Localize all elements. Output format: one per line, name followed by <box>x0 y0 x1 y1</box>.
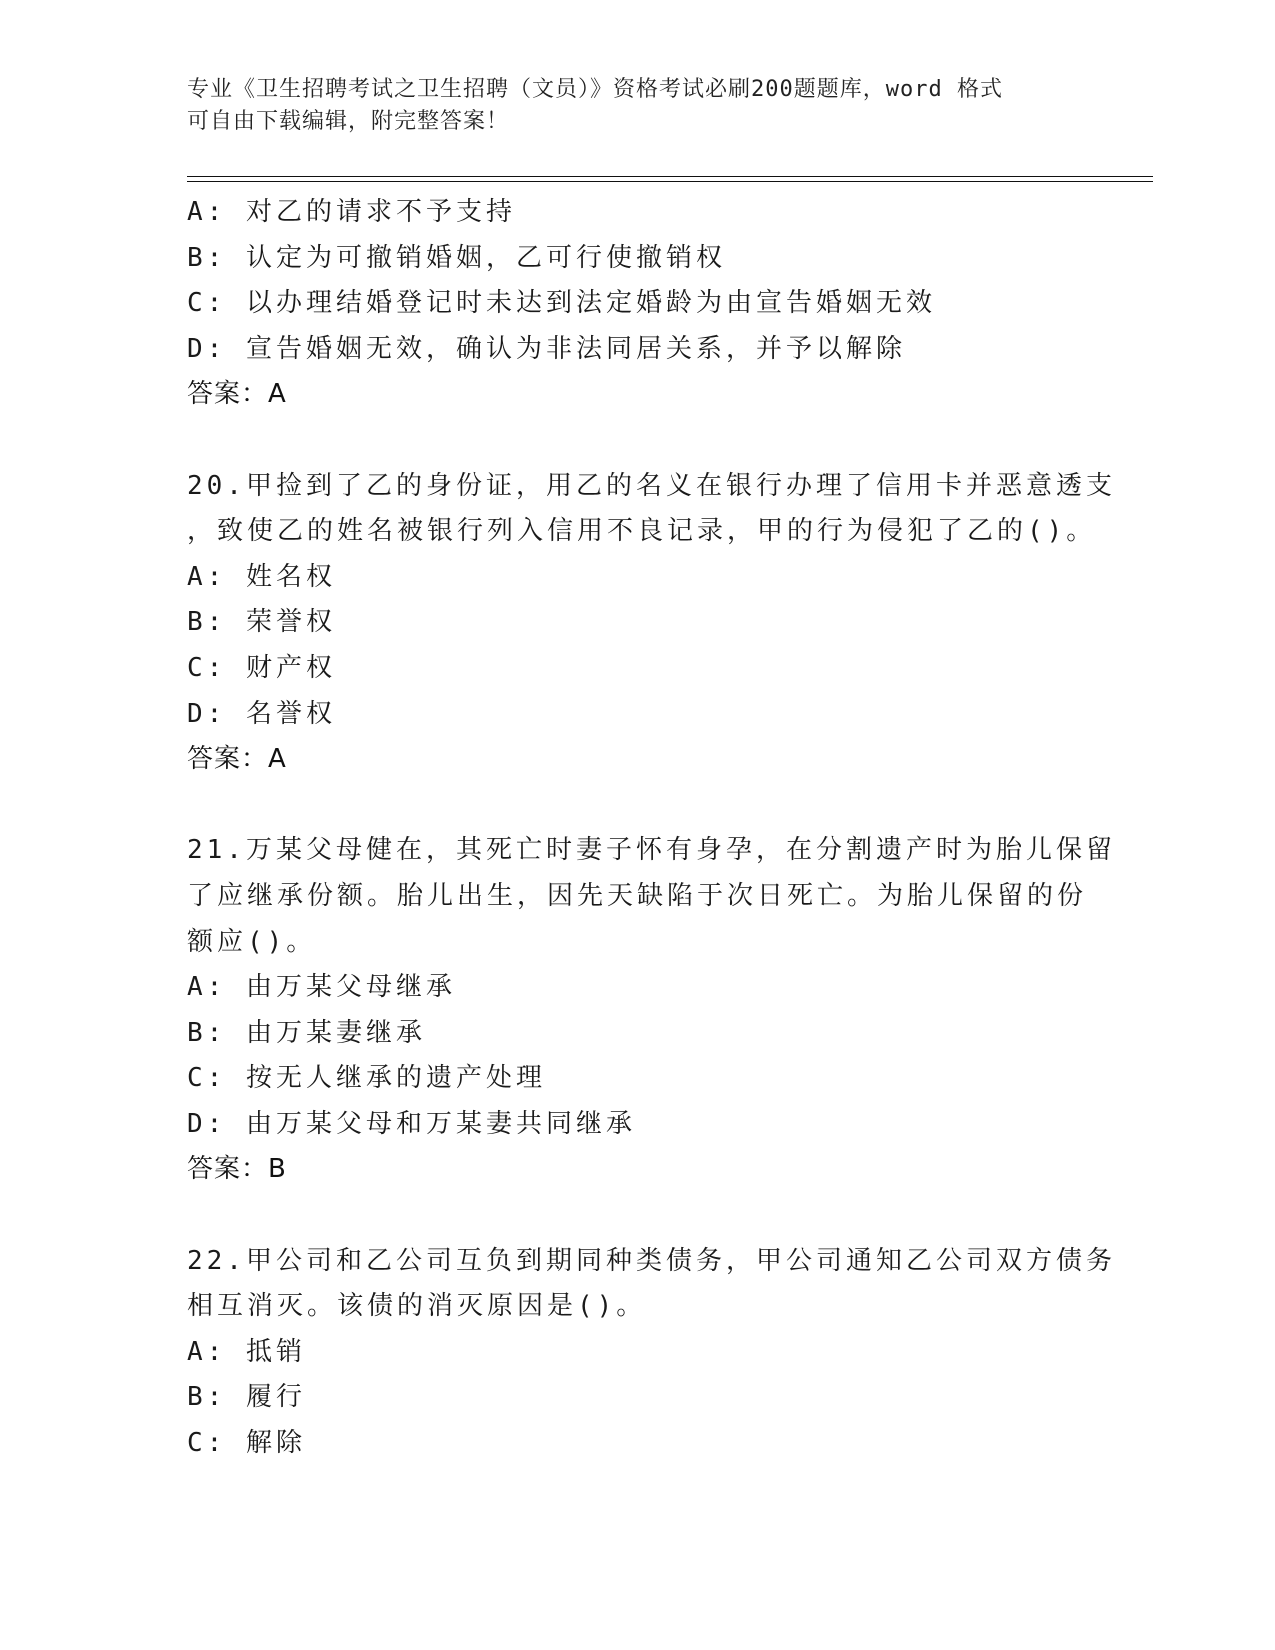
option-a: A: 姓名权 <box>187 561 336 592</box>
answer-line: 答案：A <box>187 744 287 775</box>
option-c: C: 以办理结婚登记时未达到法定婚龄为由宣告婚姻无效 <box>187 288 936 319</box>
header-line-1: 专业《卫生招聘考试之卫生招聘（文员）》资格考试必刷200题题库，word 格式 <box>187 77 1003 102</box>
document-header <box>187 74 1087 138</box>
question-stem-line: 20.甲捡到了乙的身份证，用乙的名义在银行办理了信用卡并恶意透支 <box>187 470 1116 501</box>
spacer <box>187 1193 1087 1239</box>
spacer <box>187 783 1087 829</box>
option-a: A: 抵销 <box>187 1336 306 1367</box>
answer-line: 答案：B <box>187 1154 287 1185</box>
option-c: C: 财产权 <box>187 652 336 683</box>
option-b: B: 荣誉权 <box>187 607 336 638</box>
option-a: A: 对乙的请求不予支持 <box>187 197 516 227</box>
question-list <box>187 190 1116 1467</box>
option-a: A: 由万某父母继承 <box>187 972 456 1003</box>
question-block-21 <box>187 828 1116 1193</box>
question-stem-line: 了应继承份额。胎儿出生，因先天缺陷于次日死亡。为胎儿保留的份 <box>187 880 1088 911</box>
header-divider-top <box>187 176 1153 177</box>
question-stem-line: 额应()。 <box>187 926 317 957</box>
option-d: D: 由万某父母和万某妻共同继承 <box>187 1108 636 1139</box>
option-b: B: 由万某妻继承 <box>187 1017 426 1048</box>
option-b: B: 认定为可撤销婚姻，乙可行使撤销权 <box>187 242 726 273</box>
question-block-22 <box>187 1239 1116 1467</box>
option-b: B: 履行 <box>187 1382 306 1413</box>
question-block-19 <box>187 190 1087 418</box>
answer-line: 答案：A <box>187 379 287 410</box>
option-c: C: 按无人继承的遗产处理 <box>187 1063 546 1094</box>
option-d: D: 名誉权 <box>187 698 336 729</box>
question-stem-line: 21.万某父母健在，其死亡时妻子怀有身孕，在分割遗产时为胎儿保留 <box>187 835 1116 866</box>
question-stem-line: ，致使乙的姓名被银行列入信用不良记录，甲的行为侵犯了乙的()。 <box>187 516 1097 547</box>
question-stem-line: 相互消灭。该债的消灭原因是()。 <box>187 1291 647 1322</box>
header-divider-bottom <box>187 181 1153 182</box>
option-c: C: 解除 <box>187 1428 306 1459</box>
header-line-2: 可自由下载编辑，附完整答案！ <box>187 109 510 134</box>
question-block-20 <box>187 464 1116 783</box>
spacer <box>187 418 1087 464</box>
option-d: D: 宣告婚姻无效，确认为非法同居关系，并予以解除 <box>187 333 906 364</box>
question-stem-line: 22.甲公司和乙公司互负到期同种类债务，甲公司通知乙公司双方债务 <box>187 1245 1116 1276</box>
